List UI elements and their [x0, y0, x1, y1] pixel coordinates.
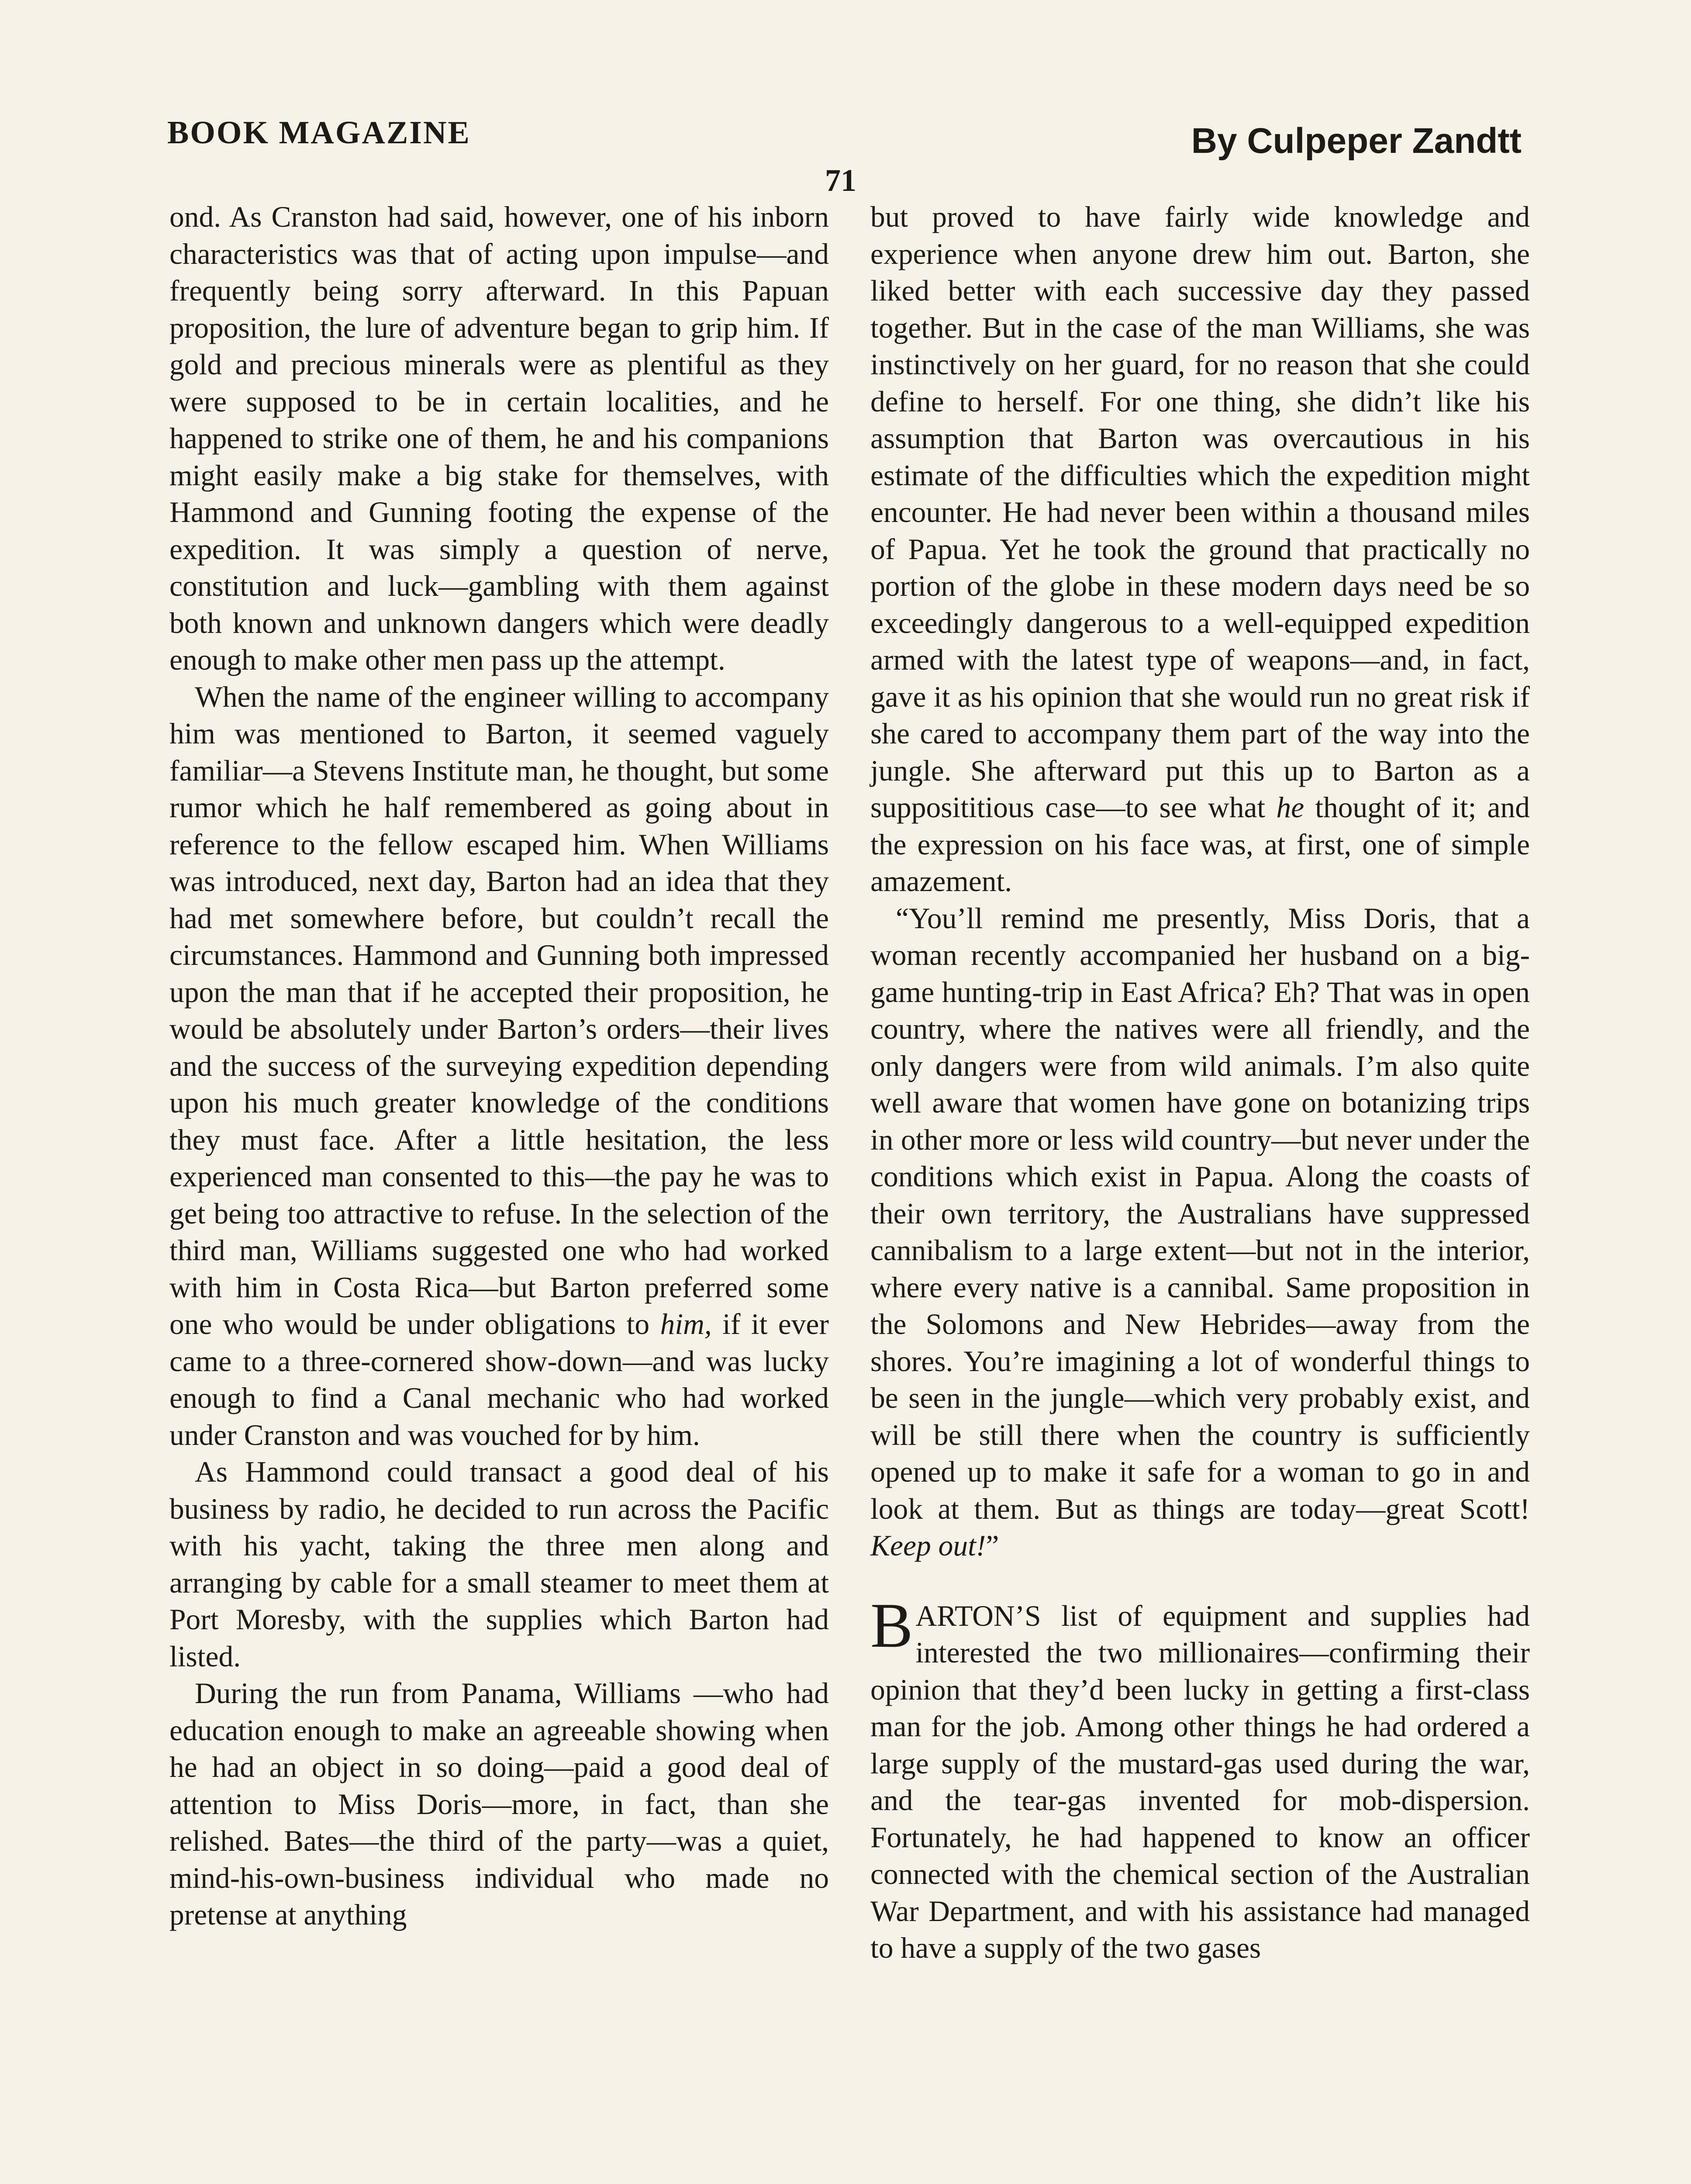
paragraph-text: but proved to have fairly wide knowledge and experience when anyone drew him out. Barton, she liked better with each successive day they passed together. But in the case of the man Williams, she was instinctively on her guard, for no reason that she could define to herself. For one thing, she didn’t like his assumption that Barton was overcautious in his estimate of the difficulties which the expedition might encounter. He had never been within a thousand miles of Papua. Yet he took the ground that practically no portion of the globe in these modern days need be so exceedingly dangerous to a well-equipped expedition armed with the latest type of weapons—and, in fact, gave it as his opinion that she would run no great risk if she cared to accompany them part of the way into the jungle. She afterward put this up to Barton as a supposititious case—to see what [870, 200, 1530, 824]
paragraph: During the run from Panama, Williams —who had education enough to make an agreeable showing when he had an object in so doing—paid a good deal of attention to Miss Doris—more, in fact, than she relished. Bates—the third of the party—was a quiet, mind-his-own-business individual who made no pretense at anything [169, 1677, 829, 1931]
paragraph [870, 1590, 1530, 1967]
drop-cap: B [870, 1590, 913, 1661]
paragraph [870, 199, 1530, 900]
left-column [169, 199, 829, 1934]
paragraph-text: “You’ll remind me presently, Miss Doris, that a woman recently accompanied her husband on a big-game hunting-trip in East Africa? Eh? That was in open country, where the natives were all friendly, and the only dangers were from wild animals. I’m also quite well aware that women have gone on botanizing trips in other more or less wild country—but never under the conditions which exist in Papua. Along the coasts of their own territory, the Australians have suppressed cannibalism to a large extent—but not in the interior, where every native is a cannibal. Same proposition in the Solomons and New Hebrides—away from the shores. You’re imagining a lot of wonderful things to be seen in the jungle—which very probably exist, and will be still there when the country is sufficiently opened up to make it safe for a woman to go in and look at them. But as things are today—great Scott! [870, 902, 1530, 1525]
paragraph-text: thought of it; and the expression on his face was, at first, one of simple amazement. [870, 791, 1530, 898]
emphasis-text: Keep out! [870, 1529, 986, 1562]
paragraph-text: When the name of the engineer willing to accompany him was mentioned to Barton, it seemed vaguely familiar—a Stevens Institute man, he thought, but some rumor which he half remembered as going about in reference to the fellow escaped him. When Williams was introduced, next day, Barton had an idea that they had met somewhere before, but couldn’t recall the circumstances. Hammond and Gunning both impressed upon the man that if he accepted their proposition, he would be absolutely under Barton’s orders—their lives and the success of the surveying expedition depending upon his much greater knowledge of the conditions they must face. After a little hesitation, the less experienced man consented to this—the pay he was to get being too attractive to refuse. In the selection of the third man, Williams suggested one who had worked with him in Costa Rica—but Barton preferred some one who would be under obligations to [169, 680, 829, 1341]
paragraph: As Hammond could transact a good deal of his business by radio, he decided to run across the Pacific with his yacht, taking the three men along and arranging by cable for a small steamer to meet them at Port Moresby, with the supplies which Barton had listed. [169, 1455, 829, 1673]
emphasis-text: him, [660, 1308, 712, 1341]
paragraph [870, 900, 1530, 1565]
paragraph-text: ” [986, 1529, 999, 1562]
author-byline: By Culpeper Zandtt [1191, 121, 1522, 161]
paragraph: ond. As Cranston had said, however, one of his inborn characteristics was that of acting upon impulse—and frequently being sorry afterward. In this Papuan proposition, the lure of adventure began to grip him. If gold and precious minerals were as plentiful as they were supposed to be in certain localities, and he happened to strike one of them, he and his companions might easily make a big stake for themselves, with Hammond and Gunning footing the expense of the expedition. It was simply a question of nerve, constitution and luck—gambling with them against both known and unknown dangers which were deadly enough to make other men pass up the attempt. [169, 200, 829, 676]
emphasis-text: he [1276, 791, 1304, 824]
paragraph [169, 679, 829, 1454]
paragraph-text: ARTON’S list of equipment and supplies had interested the two millionaires—confirming their opinion that they’d been lucky in getting a first-class man for the job. Among other things he had ordered a large supply of the mustard-gas used during the war, and the tear-gas invented for mob-dispersion. Fortunately, he had happened to know an officer connected with the chemical section of the Australian War Department, and with his assistance had managed to have a supply of the two gases [870, 1599, 1530, 1964]
paragraph-text: if it ever came to a three-cornered show-down—and was lucky enough to find a Canal mechanic who had worked under Cranston and was vouched for by him. [169, 1308, 829, 1451]
right-column [870, 199, 1530, 1967]
magazine-title: BOOK MAGAZINE [167, 115, 471, 151]
page-number: 71 [825, 163, 856, 198]
